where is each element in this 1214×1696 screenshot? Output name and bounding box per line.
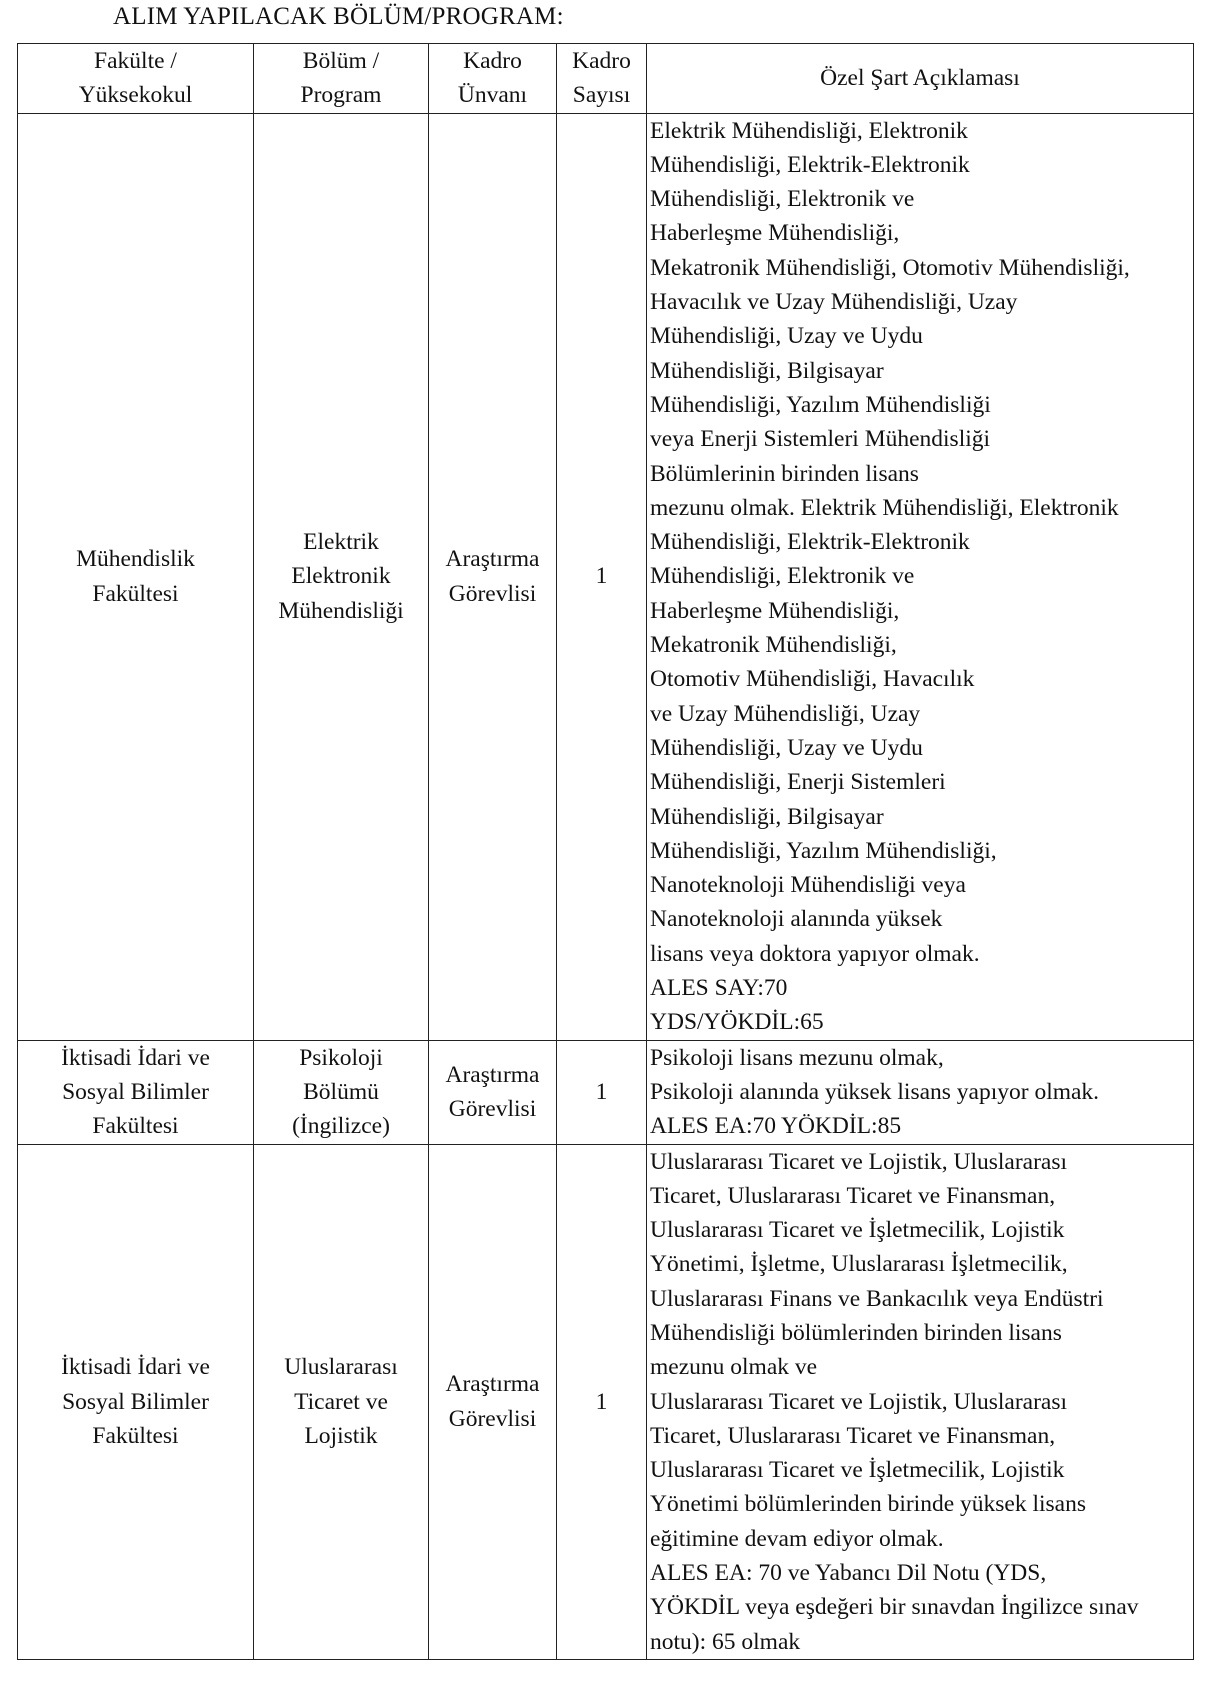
title-cell-line: Araştırma bbox=[445, 546, 540, 573]
department-cell bbox=[254, 1144, 429, 1659]
requirements-cell bbox=[647, 1144, 1194, 1659]
requirement-line: Psikoloji alanında yüksek lisans yapıyor olmak. bbox=[650, 1078, 1100, 1105]
requirement-line: Uluslararası Ticaret ve İşletmecilik, Lojistik bbox=[650, 1217, 1065, 1244]
requirement-line: Haberleşme Mühendisliği, bbox=[650, 597, 900, 624]
requirement-line: Uluslararası Ticaret ve Lojistik, Uluslararası bbox=[650, 1388, 1068, 1415]
requirement-line: Mühendisliği, Elektronik ve bbox=[650, 186, 915, 213]
count-cell-value: 1 bbox=[595, 563, 608, 590]
title-cell-line: Görevlisi bbox=[448, 580, 537, 607]
title-cell bbox=[429, 1144, 557, 1659]
requirement-line: Yönetimi bölümlerinden birinde yüksek lisans bbox=[650, 1491, 1086, 1518]
table-row bbox=[18, 1144, 1194, 1659]
requirement-line: Haberleşme Mühendisliği, bbox=[650, 220, 900, 247]
department-cell-line: Bölümü bbox=[303, 1078, 379, 1105]
faculty-cell-line: Mühendislik bbox=[76, 546, 195, 573]
department-cell-line: Mühendisliği bbox=[278, 597, 404, 624]
requirement-line: Mühendisliği, Bilgisayar bbox=[650, 357, 884, 384]
count-cell-value: 1 bbox=[595, 1388, 608, 1415]
faculty-cell bbox=[18, 1144, 254, 1659]
title-cell bbox=[429, 1040, 557, 1144]
requirement-line: Nanoteknoloji Mühendisliği veya bbox=[650, 872, 966, 899]
count-cell-value: 1 bbox=[595, 1078, 608, 1105]
table-row bbox=[18, 1040, 1194, 1144]
department-cell-line: Lojistik bbox=[304, 1422, 378, 1449]
requirement-line: Mühendisliği, Elektrik-Elektronik bbox=[650, 529, 970, 556]
department-cell-line: (İngilizce) bbox=[292, 1113, 390, 1140]
title-cell-line: Görevlisi bbox=[448, 1405, 537, 1432]
requirement-line: mezunu olmak. Elektrik Mühendisliği, Elektronik bbox=[650, 494, 1119, 521]
requirement-line: Yönetimi, İşletme, Uluslararası İşletmecilik, bbox=[650, 1251, 1068, 1278]
requirement-line: Mühendisliği, Yazılım Mühendisliği, bbox=[650, 837, 997, 864]
requirement-line: Mühendisliği bölümlerinden birinden lisans bbox=[650, 1319, 1062, 1346]
faculty-cell-line: İktisadi İdari ve bbox=[61, 1354, 210, 1381]
requirement-line: Otomotiv Mühendisliği, Havacılık bbox=[650, 666, 975, 693]
positions-table bbox=[17, 43, 1194, 1660]
requirement-line: veya Enerji Sistemleri Mühendisliği bbox=[650, 426, 991, 453]
requirement-line: Mühendisliği, Uzay ve Uydu bbox=[650, 734, 923, 761]
requirement-line: Uluslararası Ticaret ve İşletmecilik, Lojistik bbox=[650, 1457, 1065, 1484]
faculty-cell-line: Fakültesi bbox=[92, 1422, 179, 1449]
requirement-line: Ticaret, Uluslararası Ticaret ve Finansman, bbox=[650, 1422, 1056, 1449]
page-heading: ALIM YAPILACAK BÖLÜM/PROGRAM: bbox=[113, 3, 564, 30]
header-row bbox=[18, 44, 1194, 114]
table-body bbox=[18, 113, 1194, 1659]
faculty-cell bbox=[18, 1040, 254, 1144]
department-cell bbox=[254, 113, 429, 1040]
requirement-line: ALES EA:70 YÖKDİL:85 bbox=[650, 1113, 902, 1140]
department-cell bbox=[254, 1040, 429, 1144]
requirement-line: Elektrik Mühendisliği, Elektronik bbox=[650, 117, 968, 144]
requirement-line: Bölümlerinin birinden lisans bbox=[650, 460, 919, 487]
requirement-line: Psikoloji lisans mezunu olmak, bbox=[650, 1044, 944, 1071]
requirement-line: Mekatronik Mühendisliği, bbox=[650, 632, 897, 659]
requirements-cell bbox=[647, 1040, 1194, 1144]
count-cell bbox=[557, 1144, 647, 1659]
department-cell-line: Ticaret ve bbox=[294, 1388, 388, 1415]
faculty-cell-line: Fakültesi bbox=[92, 1113, 179, 1140]
requirement-line: Nanoteknoloji alanında yüksek bbox=[650, 906, 943, 933]
requirement-line: Mekatronik Mühendisliği, Otomotiv Mühendisliği, bbox=[650, 254, 1130, 281]
header-count: Kadro Sayısı bbox=[557, 44, 647, 114]
requirement-line: ALES SAY:70 bbox=[650, 975, 788, 1002]
department-cell-line: Elektronik bbox=[291, 563, 391, 590]
faculty-cell-line: Sosyal Bilimler bbox=[62, 1078, 209, 1105]
requirement-line: lisans veya doktora yapıyor olmak. bbox=[650, 940, 980, 967]
header-requirements: Özel Şart Açıklaması bbox=[647, 44, 1194, 114]
requirement-line: eğitimine devam ediyor olmak. bbox=[650, 1525, 944, 1552]
faculty-cell-line: İktisadi İdari ve bbox=[61, 1044, 210, 1071]
count-cell bbox=[557, 113, 647, 1040]
requirement-line: Mühendisliği, Elektronik ve bbox=[650, 563, 915, 590]
requirements-cell bbox=[647, 113, 1194, 1040]
header-title: Kadro Ünvanı bbox=[429, 44, 557, 114]
department-cell-line: Elektrik bbox=[303, 529, 379, 556]
table-row bbox=[18, 113, 1194, 1040]
requirement-line: YÖKDİL veya eşdeğeri bir sınavdan İngilizce sınav bbox=[650, 1594, 1139, 1621]
requirement-line: Havacılık ve Uzay Mühendisliği, Uzay bbox=[650, 289, 1018, 316]
department-cell-line: Psikoloji bbox=[299, 1044, 383, 1071]
requirement-line: ve Uzay Mühendisliği, Uzay bbox=[650, 700, 921, 727]
title-cell-line: Araştırma bbox=[445, 1371, 540, 1398]
requirement-line: Uluslararası Ticaret ve Lojistik, Uluslararası bbox=[650, 1148, 1068, 1175]
requirement-line: Mühendisliği, Yazılım Mühendisliği bbox=[650, 391, 991, 418]
requirement-line: ALES EA: 70 ve Yabancı Dil Notu (YDS, bbox=[650, 1560, 1047, 1587]
header-faculty: Fakülte / Yüksekokul bbox=[18, 44, 254, 114]
faculty-cell bbox=[18, 113, 254, 1040]
faculty-cell-line: Fakültesi bbox=[92, 580, 179, 607]
count-cell bbox=[557, 1040, 647, 1144]
faculty-cell-line: Sosyal Bilimler bbox=[62, 1388, 209, 1415]
requirement-line: Mühendisliği, Enerji Sistemleri bbox=[650, 769, 946, 796]
requirement-line: Ticaret, Uluslararası Ticaret ve Finansman, bbox=[650, 1182, 1056, 1209]
title-cell-line: Araştırma bbox=[445, 1061, 540, 1088]
header-department: Bölüm / Program bbox=[254, 44, 429, 114]
requirement-line: mezunu olmak ve bbox=[650, 1354, 818, 1381]
requirement-line: YDS/YÖKDİL:65 bbox=[650, 1009, 824, 1036]
requirement-line: Mühendisliği, Elektrik-Elektronik bbox=[650, 151, 970, 178]
requirement-line: Mühendisliği, Bilgisayar bbox=[650, 803, 884, 830]
title-cell bbox=[429, 113, 557, 1040]
requirement-line: Mühendisliği, Uzay ve Uydu bbox=[650, 323, 923, 350]
title-cell-line: Görevlisi bbox=[448, 1096, 537, 1123]
requirement-line: Uluslararası Finans ve Bankacılık veya Endüstri bbox=[650, 1285, 1104, 1312]
department-cell-line: Uluslararası bbox=[284, 1354, 398, 1381]
requirement-line: notu): 65 olmak bbox=[650, 1628, 801, 1655]
